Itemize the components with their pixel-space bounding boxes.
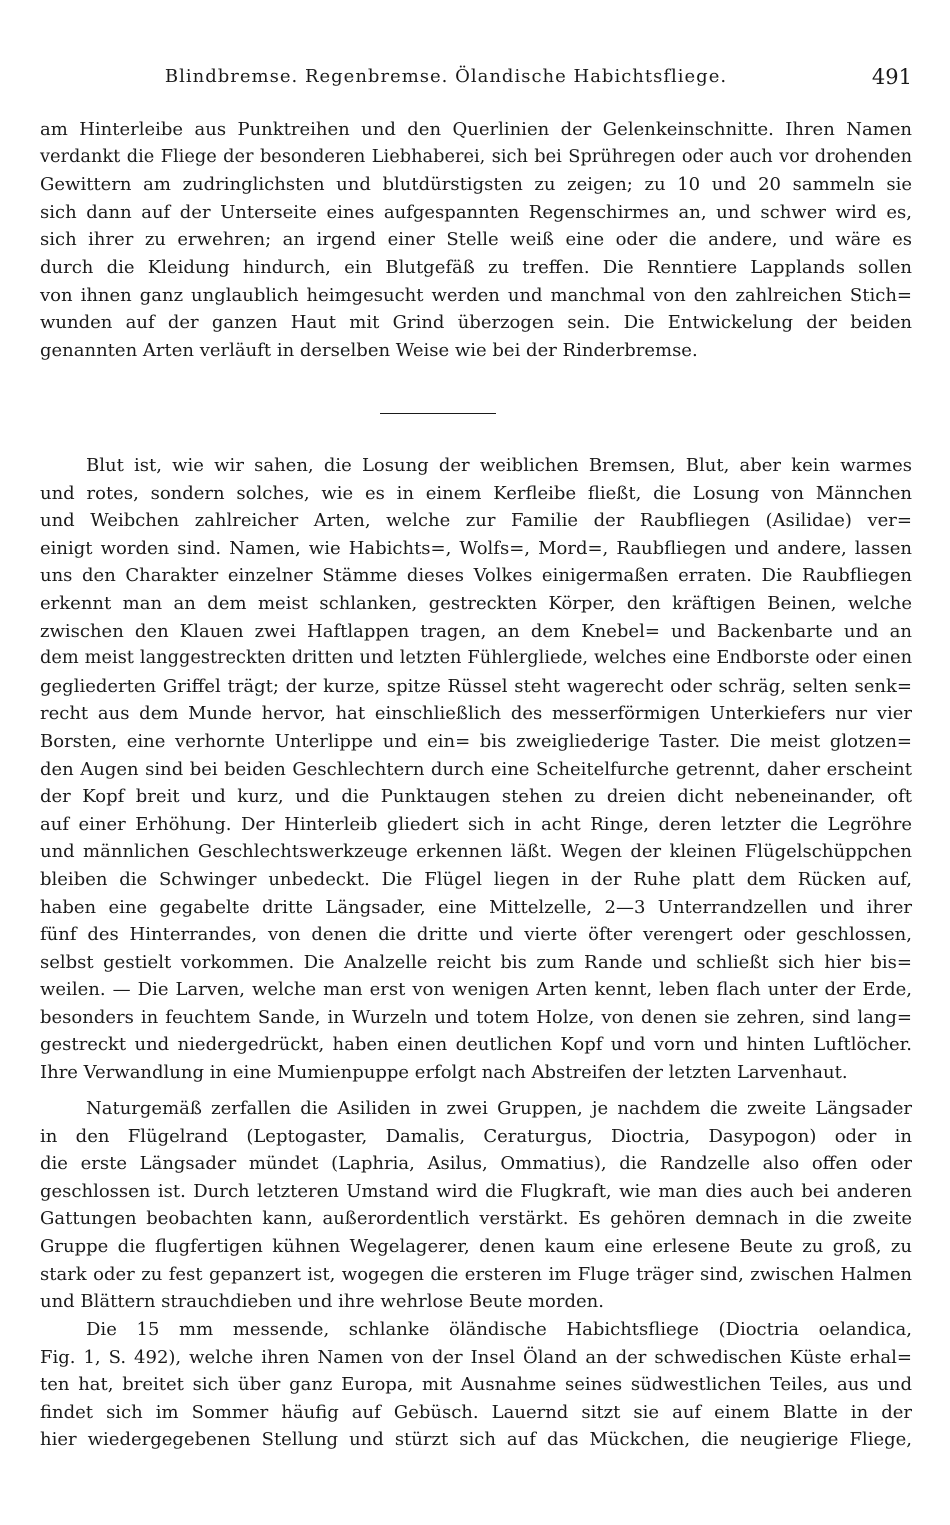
text-line: und Blättern strauchdieben und ihre wehrlose Beute morden. <box>40 1291 604 1313</box>
text-line: genannten Arten verläuft in derselben Weise wie bei der Rinderbremse. <box>40 339 698 361</box>
text-line: ten hat, breitet sich über ganz Europa, mit Ausnahme seines südwestlichen Teiles, aus und <box>40 1374 912 1396</box>
paragraph-asilidae-intro <box>40 452 912 1087</box>
text-line: erkennt man an dem meist schlanken, gestreckten Körper, den kräftigen Beinen, welche <box>40 592 912 614</box>
text-line: fünf des Hinterrandes, von denen die dritte und vierte öfter verengert oder geschlossen, <box>40 924 912 946</box>
text-line: gestreckt und niedergedrückt, haben einen deutlichen Kopf und vorn und hinten Luftlöcher. <box>40 1034 912 1056</box>
text-line: verdankt die Fliege der besonderen Liebhaberei, sich bei Sprühregen oder auch vor drohenden <box>40 146 912 167</box>
text-line: dem meist langgestreckten dritten und letzten Fühlergliede, welches eine Endborste oder einen <box>40 648 912 669</box>
text-line: geschlossen ist. Durch letzteren Umstand wird die Flugkraft, wie man dies auch bei anderen <box>40 1180 912 1202</box>
text-line: in den Flügelrand (Leptogaster, Damalis, Ceraturgus, Dioctria, Dasypogon) oder in <box>40 1125 912 1147</box>
text-line: haben eine gegabelte dritte Längsader, eine Mittelzelle, 2—3 Unterrandzellen und ihrer <box>40 896 912 918</box>
text-line: stark oder zu fest gepanzert ist, wogegen die ersteren im Fluge träger sind, zwischen Halmen <box>40 1263 912 1285</box>
text-line: gegliederten Griffel trägt; der kurze, spitze Rüssel steht wagerecht oder schräg, selten senk= <box>40 675 912 697</box>
text-line: weilen. — Die Larven, welche man erst von wenigen Arten kennt, leben flach unter der Erde, <box>40 979 912 1001</box>
paragraph-dioctria-oelandica <box>40 1316 912 1454</box>
text-line: Blut ist, wie wir sahen, die Losung der weiblichen Bremsen, Blut, aber kein warmes <box>86 455 912 476</box>
text-line: selbst gestielt vorkommen. Die Analzelle reicht bis zum Rande und schließt sich hier bis= <box>40 951 912 973</box>
paragraph-asilid-groups <box>40 1095 912 1316</box>
text-line: Fig. 1, S. 492), welche ihren Namen von der Insel Öland an der schwedischen Küste erhal= <box>40 1346 912 1368</box>
section-divider <box>380 413 496 414</box>
running-head <box>40 62 912 92</box>
text-line: am Hinterleibe aus Punktreihen und den Querlinien der Gelenkeinschnitte. Ihren Namen <box>40 119 912 140</box>
text-line: recht aus dem Munde hervor, hat einschließlich des messerförmigen Unterkiefers nur vier <box>40 703 912 725</box>
text-line: zwischen den Klauen zwei Haftlappen tragen, an dem Knebel= und Backenbarte und an <box>40 620 912 642</box>
text-line: sich dann auf der Unterseite eines aufgespannten Regenschirmes an, und schwer wird es, <box>40 201 912 223</box>
running-title: Blindbremse. Regenbremse. Ölandische Habichtsfliege. <box>164 66 728 87</box>
text-line: und Weibchen zahlreicher Arten, welche zur Familie der Raubfliegen (Asilidae) ver= <box>40 510 912 532</box>
text-line: und männlichen Geschlechtswerkzeuge erkennen läßt. Wegen der kleinen Flügelschüppchen <box>40 841 912 863</box>
text-line: auf einer Erhöhung. Der Hinterleib gliedert sich in acht Ringe, deren letzter die Legröhre <box>40 813 912 835</box>
text-line: durch die Kleidung hindurch, ein Blutgefäß zu treffen. Die Renntiere Lapplands sollen <box>40 256 912 278</box>
text-line: Die 15 mm messende, schlanke öländische Habichtsfliege (Dioctria oelandica, <box>86 1319 912 1340</box>
text-line: und rotes, sondern solches, wie es in einem Kerfleibe fließt, die Losung von Männchen <box>40 482 912 504</box>
text-line: Ihre Verwandlung in eine Mumienpuppe erfolgt nach Abstreifen der letzten Larvenhaut. <box>40 1062 848 1084</box>
text-line: Borsten, eine verhornte Unterlippe und ein= bis zweigliederige Taster. Die meist glotzen= <box>40 730 912 752</box>
text-line: Gattungen beobachten kann, außerordentlich verstärkt. Es gehören demnach in die zweite <box>40 1208 912 1230</box>
text-line: die erste Längsader mündet (Laphria, Asilus, Ommatius), die Randzelle also offen oder <box>40 1153 912 1175</box>
text-line: sich ihrer zu erwehren; an irgend einer Stelle weiß eine oder die andere, und wäre es <box>40 229 912 251</box>
text-line: hier wiedergegebenen Stellung und stürzt sich auf das Mückchen, die neugierige Fliege, <box>40 1429 912 1451</box>
text-line: einigt worden sind. Namen, wie Habichts=, Wolfs=, Mord=, Raubfliegen und andere, lassen <box>40 537 912 559</box>
text-line: besonders in feuchtem Sande, in Wurzeln und totem Holze, von denen sie zehren, sind lang= <box>40 1006 912 1028</box>
paragraph-rainfly-continuation <box>40 116 912 364</box>
text-line: wunden auf der ganzen Haut mit Grind überzogen sein. Die Entwickelung der beiden <box>40 312 912 334</box>
text-line: der Kopf breit und kurz, und die Punktaugen stehen zu dreien dicht nebeneinander, oft <box>40 786 912 808</box>
text-line: Gruppe die flugfertigen kühnen Wegelagerer, denen kaum eine erlesene Beute zu groß, zu <box>40 1235 912 1257</box>
text-line: den Augen sind bei beiden Geschlechtern durch eine Scheitelfurche getrennt, daher erscheint <box>40 758 912 780</box>
page-number: 491 <box>871 65 912 89</box>
text-line: uns den Charakter einzelner Stämme dieses Volkes einigermaßen erraten. Die Raubfliegen <box>40 565 912 587</box>
text-line: Gewittern am zudringlichsten und blutdürstigsten zu zeigen; zu 10 und 20 sammeln sie <box>40 174 912 196</box>
text-line: findet sich im Sommer häufig auf Gebüsch. Lauernd sitzt sie auf einem Blatte in der <box>40 1401 912 1423</box>
text-line: bleiben die Schwinger unbedeckt. Die Flügel liegen in der Ruhe platt dem Rücken auf, <box>40 868 912 890</box>
text-line: von ihnen ganz unglaublich heimgesucht werden und manchmal von den zahlreichen Stich= <box>40 284 912 306</box>
text-line: Naturgemäß zerfallen die Asiliden in zwei Gruppen, je nachdem die zweite Längsader <box>86 1098 912 1119</box>
